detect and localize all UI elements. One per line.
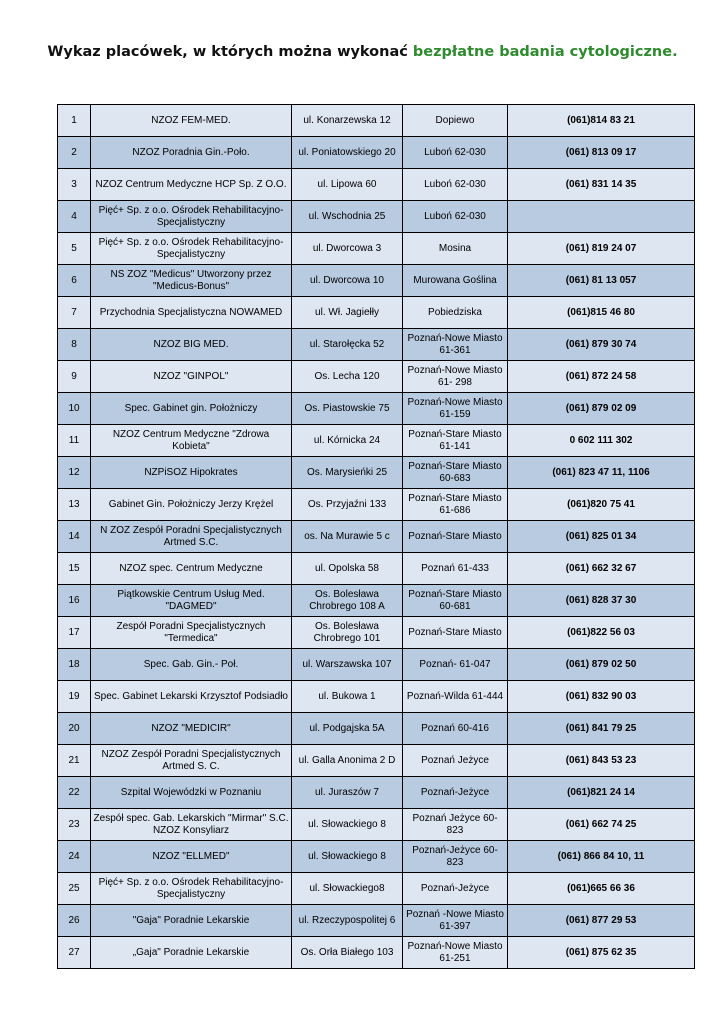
cell-phone: (061)814 83 21 (508, 105, 695, 137)
cell-name: Przychodnia Specjalistyczna NOWAMED (91, 297, 292, 329)
title-prefix: Wykaz placówek, w których można wykonać (47, 44, 413, 60)
cell-no: 27 (58, 937, 91, 969)
cell-phone: 0 602 111 302 (508, 425, 695, 457)
cell-phone: (061) 832 90 03 (508, 681, 695, 713)
cell-city: Poznań-Jeżyce 60-823 (403, 841, 508, 873)
cell-name: Pięć+ Sp. z o.o. Ośrodek Rehabilitacyjno-Specjalistyczny (91, 201, 292, 233)
cell-phone: (061) 841 79 25 (508, 713, 695, 745)
cell-name: Gabinet Gin. Położniczy Jerzy Krężel (91, 489, 292, 521)
cell-name: NZOZ "ELLMED" (91, 841, 292, 873)
cell-no: 20 (58, 713, 91, 745)
cell-street: Os. Bolesława Chrobrego 108 A (292, 585, 403, 617)
table-row (58, 361, 695, 393)
cell-no: 23 (58, 809, 91, 841)
cell-no: 10 (58, 393, 91, 425)
cell-no: 25 (58, 873, 91, 905)
cell-street: ul. Słowackiego 8 (292, 809, 403, 841)
cell-name: NZOZ Poradnia Gin.-Poło. (91, 137, 292, 169)
cell-no: 6 (58, 265, 91, 297)
table-row (58, 585, 695, 617)
cell-street: ul. Lipowa 60 (292, 169, 403, 201)
cell-city: Poznań-Nowe Miasto 61-251 (403, 937, 508, 969)
cell-name: N ZOZ Zespół Poradni Specjalistycznych Artmed S.C. (91, 521, 292, 553)
cell-city: Pobiedziska (403, 297, 508, 329)
cell-name: NZPiSOZ Hipokrates (91, 457, 292, 489)
cell-no: 22 (58, 777, 91, 809)
cell-city: Poznań-Stare Miasto 60-681 (403, 585, 508, 617)
cell-no: 14 (58, 521, 91, 553)
cell-no: 9 (58, 361, 91, 393)
cell-city: Poznań 60-416 (403, 713, 508, 745)
cell-phone: (061) 831 14 35 (508, 169, 695, 201)
cell-city: Poznań-Stare Miasto 61-686 (403, 489, 508, 521)
cell-phone: (061) 879 30 74 (508, 329, 695, 361)
cell-city: Luboń 62-030 (403, 137, 508, 169)
cell-no: 11 (58, 425, 91, 457)
table-row (58, 393, 695, 425)
cell-name: "Gaja" Poradnie Lekarskie (91, 905, 292, 937)
cell-phone: (061) 813 09 17 (508, 137, 695, 169)
cell-name: NZOZ Centrum Medyczne HCP Sp. Z O.O. (91, 169, 292, 201)
cell-phone: (061) 828 37 30 (508, 585, 695, 617)
cell-city: Poznań Jeżyce (403, 745, 508, 777)
table-row (58, 489, 695, 521)
cell-street: ul. Galla Anonima 2 D (292, 745, 403, 777)
cell-street: ul. Rzeczypospolitej 6 (292, 905, 403, 937)
cell-city: Dopiewo (403, 105, 508, 137)
cell-no: 18 (58, 649, 91, 681)
table-row (58, 617, 695, 649)
cell-name: NZOZ Zespół Poradni Specjalistycznych Artmed S. C. (91, 745, 292, 777)
table-row (58, 457, 695, 489)
cell-street: ul. Konarzewska 12 (292, 105, 403, 137)
cell-street: ul. Wschodnia 25 (292, 201, 403, 233)
cell-city: Poznań-Nowe Miasto 61-159 (403, 393, 508, 425)
cell-phone: (061)821 24 14 (508, 777, 695, 809)
cell-city: Poznań-Jeżyce (403, 777, 508, 809)
facilities-table (57, 104, 695, 969)
cell-no: 7 (58, 297, 91, 329)
cell-phone: (061) 843 53 23 (508, 745, 695, 777)
cell-phone: (061) 866 84 10, 11 (508, 841, 695, 873)
cell-no: 17 (58, 617, 91, 649)
cell-name: NZOZ "GINPOL" (91, 361, 292, 393)
cell-city: Poznań Jeżyce 60-823 (403, 809, 508, 841)
cell-street: ul. Opolska 58 (292, 553, 403, 585)
cell-city: Poznań 61-433 (403, 553, 508, 585)
table-row (58, 649, 695, 681)
cell-no: 13 (58, 489, 91, 521)
table-row (58, 201, 695, 233)
cell-city: Poznań-Nowe Miasto 61-361 (403, 329, 508, 361)
cell-phone: (061)665 66 36 (508, 873, 695, 905)
cell-city: Poznań- 61-047 (403, 649, 508, 681)
cell-city: Poznań-Jeżyce (403, 873, 508, 905)
cell-phone: (061) 877 29 53 (508, 905, 695, 937)
cell-street: Os. Przyjaźni 133 (292, 489, 403, 521)
cell-phone: (061) 879 02 50 (508, 649, 695, 681)
cell-phone: (061) 823 47 11, 1106 (508, 457, 695, 489)
cell-street: os. Na Murawie 5 c (292, 521, 403, 553)
cell-city: Poznań-Stare Miasto (403, 521, 508, 553)
table-row (58, 169, 695, 201)
cell-phone: (061) 662 74 25 (508, 809, 695, 841)
cell-phone: (061)820 75 41 (508, 489, 695, 521)
cell-city: Poznań-Nowe Miasto 61- 298 (403, 361, 508, 393)
cell-city: Poznań-Wilda 61-444 (403, 681, 508, 713)
cell-no: 21 (58, 745, 91, 777)
table-row (58, 777, 695, 809)
cell-street: Os. Orła Białego 103 (292, 937, 403, 969)
cell-street: ul. Starołęcka 52 (292, 329, 403, 361)
table-row (58, 137, 695, 169)
table-row (58, 105, 695, 137)
table-row (58, 329, 695, 361)
table-row (58, 265, 695, 297)
table-row (58, 297, 695, 329)
cell-phone: (061) 662 32 67 (508, 553, 695, 585)
cell-street: ul. Poniatowskiego 20 (292, 137, 403, 169)
table-row (58, 745, 695, 777)
cell-phone: (061)815 46 80 (508, 297, 695, 329)
cell-street: ul. Warszawska 107 (292, 649, 403, 681)
table-row (58, 521, 695, 553)
cell-name: NZOZ "MEDICIR" (91, 713, 292, 745)
cell-no: 26 (58, 905, 91, 937)
cell-street: ul. Podgajska 5A (292, 713, 403, 745)
title-highlight: bezpłatne badania cytologiczne. (412, 44, 678, 60)
cell-no: 3 (58, 169, 91, 201)
cell-no: 8 (58, 329, 91, 361)
table-row (58, 873, 695, 905)
cell-no: 19 (58, 681, 91, 713)
cell-name: Piątkowskie Centrum Usług Med. "DAGMED" (91, 585, 292, 617)
cell-name: Spec. Gabinet gin. Położniczy (91, 393, 292, 425)
cell-phone: (061) 872 24 58 (508, 361, 695, 393)
cell-city: Poznań -Nowe Miasto 61-397 (403, 905, 508, 937)
cell-city: Murowana Goślina (403, 265, 508, 297)
cell-street: ul. Dworcowa 3 (292, 233, 403, 265)
cell-no: 15 (58, 553, 91, 585)
cell-phone: (061) 875 62 35 (508, 937, 695, 969)
table-row (58, 681, 695, 713)
cell-street: ul. Bukowa 1 (292, 681, 403, 713)
cell-street: ul. Dworcowa 10 (292, 265, 403, 297)
cell-street: Os. Bolesława Chrobrego 101 (292, 617, 403, 649)
table-row (58, 841, 695, 873)
cell-name: Zespół Poradni Specjalistycznych "Termedica" (91, 617, 292, 649)
cell-city: Poznań-Stare Miasto 61-141 (403, 425, 508, 457)
table-row (58, 905, 695, 937)
cell-name: „Gaja" Poradnie Lekarskie (91, 937, 292, 969)
table-row (58, 937, 695, 969)
cell-street: Os. Piastowskie 75 (292, 393, 403, 425)
cell-name: NZOZ Centrum Medyczne "Zdrowa Kobieta" (91, 425, 292, 457)
cell-no: 4 (58, 201, 91, 233)
cell-name: NZOZ spec. Centrum Medyczne (91, 553, 292, 585)
cell-city: Luboń 62-030 (403, 169, 508, 201)
cell-name: NS ZOZ "Medicus" Utworzony przez "Medicus-Bonus" (91, 265, 292, 297)
cell-name: Spec. Gabinet Lekarski Krzysztof Podsiadło (91, 681, 292, 713)
cell-name: NZOZ BIG MED. (91, 329, 292, 361)
cell-name: Pięć+ Sp. z o.o. Ośrodek Rehabilitacyjno-Specjalistyczny (91, 233, 292, 265)
cell-city: Poznań-Stare Miasto 60-683 (403, 457, 508, 489)
cell-city: Luboń 62-030 (403, 201, 508, 233)
cell-name: NZOZ FEM-MED. (91, 105, 292, 137)
cell-phone: (061) 825 01 34 (508, 521, 695, 553)
cell-name: Spec. Gab. Gin.- Poł. (91, 649, 292, 681)
table-row (58, 713, 695, 745)
cell-phone (508, 201, 695, 233)
table-row (58, 809, 695, 841)
cell-no: 2 (58, 137, 91, 169)
cell-city: Poznań-Stare Miasto (403, 617, 508, 649)
cell-no: 5 (58, 233, 91, 265)
cell-phone: (061) 819 24 07 (508, 233, 695, 265)
cell-street: Os. Marysieńki 25 (292, 457, 403, 489)
cell-phone: (061)822 56 03 (508, 617, 695, 649)
table-row (58, 233, 695, 265)
facilities-table-body (58, 105, 695, 969)
cell-name: Zespół spec. Gab. Lekarskich "Mirmar" S.C. NZOZ Konsyliarz (91, 809, 292, 841)
cell-name: Pięć+ Sp. z o.o. Ośrodek Rehabilitacyjno-Specjalistyczny (91, 873, 292, 905)
cell-street: Os. Lecha 120 (292, 361, 403, 393)
cell-name: Szpital Wojewódzki w Poznaniu (91, 777, 292, 809)
cell-no: 24 (58, 841, 91, 873)
cell-street: ul. Juraszów 7 (292, 777, 403, 809)
table-row (58, 553, 695, 585)
cell-phone: (061) 81 13 057 (508, 265, 695, 297)
page-title (0, 44, 725, 60)
table-row (58, 425, 695, 457)
cell-phone: (061) 879 02 09 (508, 393, 695, 425)
cell-street: ul. Wł. Jagiełły (292, 297, 403, 329)
cell-city: Mosina (403, 233, 508, 265)
cell-street: ul. Słowackiego8 (292, 873, 403, 905)
cell-street: ul. Kórnicka 24 (292, 425, 403, 457)
cell-no: 16 (58, 585, 91, 617)
cell-no: 1 (58, 105, 91, 137)
cell-street: ul. Słowackiego 8 (292, 841, 403, 873)
cell-no: 12 (58, 457, 91, 489)
